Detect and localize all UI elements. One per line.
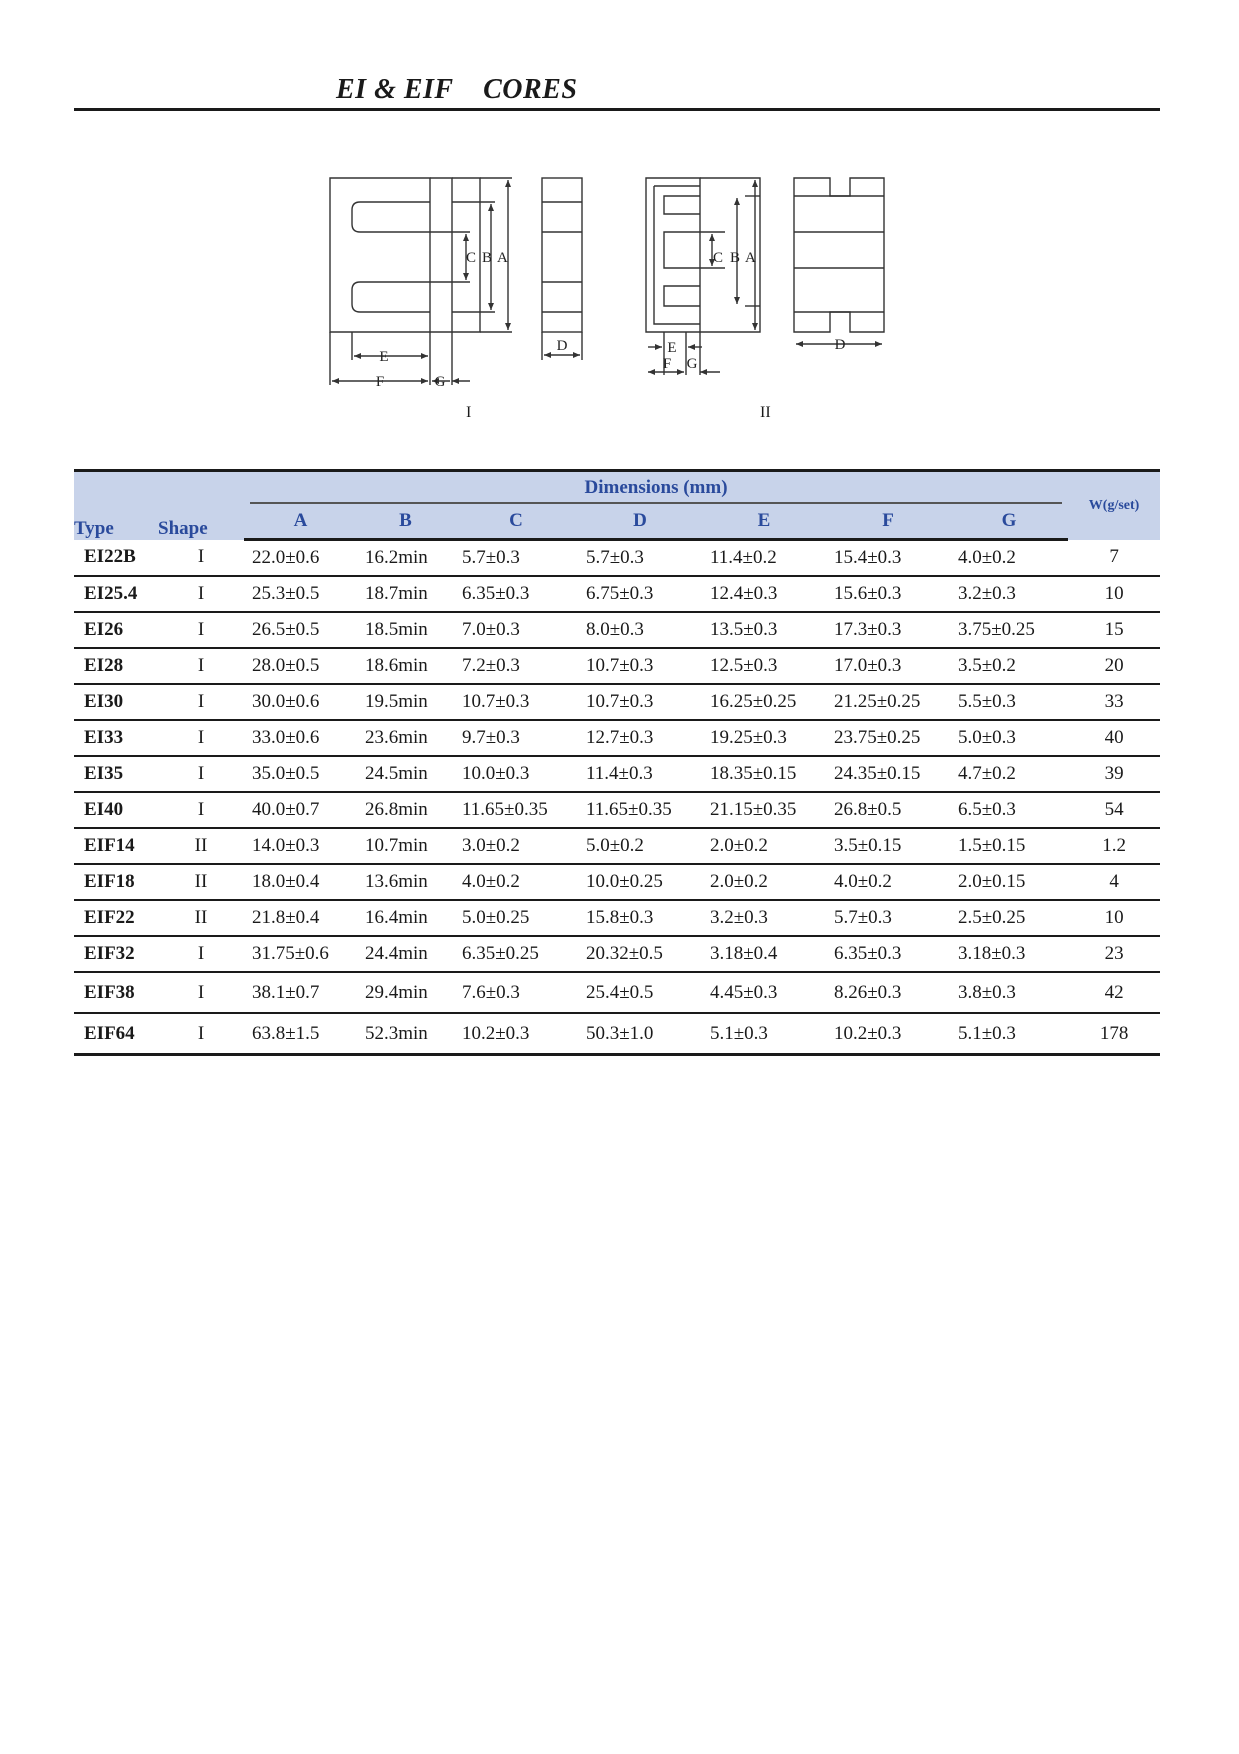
cell-w: 1.2: [1068, 828, 1160, 864]
cell-a: 28.0±0.5: [244, 648, 357, 684]
cell-c: 7.2±0.3: [454, 648, 578, 684]
cell-w: 23: [1068, 936, 1160, 972]
cell-e: 11.4±0.2: [702, 540, 826, 577]
header-col-f: F: [826, 504, 950, 540]
cell-f: 3.5±0.15: [826, 828, 950, 864]
fig2-label-f: F: [662, 356, 672, 372]
cell-e: 4.45±0.3: [702, 972, 826, 1013]
cell-e: 2.0±0.2: [702, 864, 826, 900]
cell-shape: II: [158, 864, 244, 900]
header-col-c: C: [454, 504, 578, 540]
cell-a: 21.8±0.4: [244, 900, 357, 936]
cell-f: 8.26±0.3: [826, 972, 950, 1013]
figure-1-side-view: [542, 178, 582, 360]
cell-shape: I: [158, 1013, 244, 1055]
cell-a: 14.0±0.3: [244, 828, 357, 864]
page-title: EI & EIF CORES: [336, 74, 578, 105]
cell-d: 5.7±0.3: [578, 540, 702, 577]
cell-type: EI25.4: [74, 576, 158, 612]
cell-f: 5.7±0.3: [826, 900, 950, 936]
header-weight: W(g/set): [1068, 471, 1160, 540]
table-row: [74, 792, 1160, 828]
table-row: [74, 936, 1160, 972]
header-dimensions-rule: [250, 502, 1062, 504]
cell-w: 33: [1068, 684, 1160, 720]
cell-b: 16.2min: [357, 540, 454, 577]
cell-shape: I: [158, 540, 244, 577]
fig2-label-c: C: [713, 250, 724, 266]
cell-b: 19.5min: [357, 684, 454, 720]
cell-type: EIF22: [74, 900, 158, 936]
cell-f: 15.6±0.3: [826, 576, 950, 612]
cell-d: 20.32±0.5: [578, 936, 702, 972]
cell-c: 10.2±0.3: [454, 1013, 578, 1055]
table-row: [74, 612, 1160, 648]
cell-g: 2.5±0.25: [950, 900, 1068, 936]
header-dimensions: [244, 471, 1068, 505]
cell-e: 2.0±0.2: [702, 828, 826, 864]
cell-e: 3.2±0.3: [702, 900, 826, 936]
cell-c: 6.35±0.3: [454, 576, 578, 612]
cell-type: EIF64: [74, 1013, 158, 1055]
cell-e: 21.15±0.35: [702, 792, 826, 828]
fig2-label-d: D: [834, 337, 846, 353]
fig2-label-b: B: [730, 250, 741, 266]
cell-type: EI35: [74, 756, 158, 792]
cell-d: 8.0±0.3: [578, 612, 702, 648]
fig2-label-e: E: [667, 340, 677, 356]
cell-b: 10.7min: [357, 828, 454, 864]
cell-c: 7.6±0.3: [454, 972, 578, 1013]
cell-b: 24.4min: [357, 936, 454, 972]
cell-type: EIF32: [74, 936, 158, 972]
cell-d: 5.0±0.2: [578, 828, 702, 864]
table-row: [74, 648, 1160, 684]
figure-2-side-view: [794, 178, 884, 344]
cell-w: 10: [1068, 576, 1160, 612]
cell-d: 10.7±0.3: [578, 684, 702, 720]
cell-d: 15.8±0.3: [578, 900, 702, 936]
header-col-e: E: [702, 504, 826, 540]
cell-type: EI26: [74, 612, 158, 648]
cell-e: 3.18±0.4: [702, 936, 826, 972]
cell-g: 4.0±0.2: [950, 540, 1068, 577]
cell-c: 6.35±0.25: [454, 936, 578, 972]
cell-c: 5.0±0.25: [454, 900, 578, 936]
cell-f: 26.8±0.5: [826, 792, 950, 828]
cell-a: 30.0±0.6: [244, 684, 357, 720]
table-row: [74, 720, 1160, 756]
cell-e: 18.35±0.15: [702, 756, 826, 792]
cell-type: EIF14: [74, 828, 158, 864]
cell-a: 33.0±0.6: [244, 720, 357, 756]
cell-c: 10.0±0.3: [454, 756, 578, 792]
cell-e: 5.1±0.3: [702, 1013, 826, 1055]
table-row: [74, 1013, 1160, 1055]
cell-w: 15: [1068, 612, 1160, 648]
cell-a: 26.5±0.5: [244, 612, 357, 648]
figure-2-caption: II: [760, 404, 771, 421]
cell-w: 20: [1068, 648, 1160, 684]
cell-e: 13.5±0.3: [702, 612, 826, 648]
cell-shape: I: [158, 756, 244, 792]
table-row: [74, 540, 1160, 577]
cell-type: EIF38: [74, 972, 158, 1013]
cell-b: 16.4min: [357, 900, 454, 936]
cell-c: 11.65±0.35: [454, 792, 578, 828]
cell-d: 11.65±0.35: [578, 792, 702, 828]
table-row: [74, 684, 1160, 720]
header-shape: Shape: [158, 471, 244, 540]
cell-c: 4.0±0.2: [454, 864, 578, 900]
cell-shape: I: [158, 792, 244, 828]
core-drawings: [0, 0, 1239, 440]
cell-w: 42: [1068, 972, 1160, 1013]
cell-w: 40: [1068, 720, 1160, 756]
cell-shape: I: [158, 576, 244, 612]
cell-type: EI28: [74, 648, 158, 684]
fig1-label-c: C: [466, 250, 477, 266]
cell-g: 3.75±0.25: [950, 612, 1068, 648]
figure-1-caption: I: [466, 404, 472, 421]
fig1-label-d: D: [556, 338, 568, 354]
cell-e: 12.4±0.3: [702, 576, 826, 612]
table-row: [74, 756, 1160, 792]
cell-c: 5.7±0.3: [454, 540, 578, 577]
cell-shape: I: [158, 648, 244, 684]
cell-g: 5.1±0.3: [950, 1013, 1068, 1055]
cell-w: 7: [1068, 540, 1160, 577]
cell-c: 9.7±0.3: [454, 720, 578, 756]
cell-shape: II: [158, 828, 244, 864]
cell-a: 22.0±0.6: [244, 540, 357, 577]
cell-a: 31.75±0.6: [244, 936, 357, 972]
table-row: [74, 576, 1160, 612]
cell-type: EI22B: [74, 540, 158, 577]
cell-e: 16.25±0.25: [702, 684, 826, 720]
header-col-b: B: [357, 504, 454, 540]
cell-shape: I: [158, 972, 244, 1013]
cell-f: 21.25±0.25: [826, 684, 950, 720]
cell-type: EI33: [74, 720, 158, 756]
cell-a: 40.0±0.7: [244, 792, 357, 828]
fig2-label-g: G: [686, 356, 698, 372]
cell-f: 24.35±0.15: [826, 756, 950, 792]
cell-type: EI30: [74, 684, 158, 720]
cell-d: 10.7±0.3: [578, 648, 702, 684]
cell-c: 10.7±0.3: [454, 684, 578, 720]
cell-w: 54: [1068, 792, 1160, 828]
fig1-label-g: G: [434, 374, 446, 390]
cell-w: 10: [1068, 900, 1160, 936]
cell-b: 13.6min: [357, 864, 454, 900]
cell-b: 26.8min: [357, 792, 454, 828]
header-type: Type: [74, 471, 158, 540]
cell-g: 3.18±0.3: [950, 936, 1068, 972]
cell-shape: I: [158, 612, 244, 648]
cell-f: 6.35±0.3: [826, 936, 950, 972]
cell-b: 18.6min: [357, 648, 454, 684]
table-row: [74, 900, 1160, 936]
table-row: [74, 972, 1160, 1013]
cell-a: 38.1±0.7: [244, 972, 357, 1013]
figure-2-front-view: [646, 178, 760, 375]
cell-b: 24.5min: [357, 756, 454, 792]
cell-g: 3.8±0.3: [950, 972, 1068, 1013]
cell-c: 7.0±0.3: [454, 612, 578, 648]
header-dimensions-label: Dimensions (mm): [584, 477, 728, 498]
header-col-d: D: [578, 504, 702, 540]
fig1-label-e: E: [379, 349, 389, 365]
cell-b: 18.7min: [357, 576, 454, 612]
cell-f: 15.4±0.3: [826, 540, 950, 577]
cell-f: 23.75±0.25: [826, 720, 950, 756]
cell-a: 35.0±0.5: [244, 756, 357, 792]
cell-a: 63.8±1.5: [244, 1013, 357, 1055]
header-col-a: A: [244, 504, 357, 540]
cell-e: 12.5±0.3: [702, 648, 826, 684]
fig1-label-a: A: [497, 250, 508, 266]
cell-c: 3.0±0.2: [454, 828, 578, 864]
cell-e: 19.25±0.3: [702, 720, 826, 756]
header-col-g: G: [950, 504, 1068, 540]
cell-f: 4.0±0.2: [826, 864, 950, 900]
cell-type: EIF18: [74, 864, 158, 900]
table-row: [74, 864, 1160, 900]
cell-b: 18.5min: [357, 612, 454, 648]
table-row: [74, 828, 1160, 864]
cell-w: 4: [1068, 864, 1160, 900]
cell-shape: I: [158, 936, 244, 972]
figure-1-front-view: [330, 178, 512, 385]
cell-a: 25.3±0.5: [244, 576, 357, 612]
cell-f: 17.0±0.3: [826, 648, 950, 684]
cell-d: 12.7±0.3: [578, 720, 702, 756]
fig1-label-b: B: [482, 250, 493, 266]
cell-w: 178: [1068, 1013, 1160, 1055]
cell-d: 10.0±0.25: [578, 864, 702, 900]
cell-d: 6.75±0.3: [578, 576, 702, 612]
cell-g: 2.0±0.15: [950, 864, 1068, 900]
cell-type: EI40: [74, 792, 158, 828]
cell-g: 3.2±0.3: [950, 576, 1068, 612]
cell-f: 10.2±0.3: [826, 1013, 950, 1055]
cell-d: 25.4±0.5: [578, 972, 702, 1013]
cell-w: 39: [1068, 756, 1160, 792]
fig1-label-f: F: [375, 374, 385, 390]
cell-b: 52.3min: [357, 1013, 454, 1055]
cell-g: 4.7±0.2: [950, 756, 1068, 792]
cell-f: 17.3±0.3: [826, 612, 950, 648]
cell-shape: II: [158, 900, 244, 936]
cell-d: 11.4±0.3: [578, 756, 702, 792]
cell-g: 3.5±0.2: [950, 648, 1068, 684]
dimensions-table: [74, 469, 1160, 1056]
cell-a: 18.0±0.4: [244, 864, 357, 900]
fig2-label-a: A: [745, 250, 756, 266]
cell-shape: I: [158, 684, 244, 720]
cell-d: 50.3±1.0: [578, 1013, 702, 1055]
cell-g: 5.0±0.3: [950, 720, 1068, 756]
table-body: [74, 540, 1160, 1055]
cell-b: 29.4min: [357, 972, 454, 1013]
cell-g: 6.5±0.3: [950, 792, 1068, 828]
cell-b: 23.6min: [357, 720, 454, 756]
cell-shape: I: [158, 720, 244, 756]
cell-g: 5.5±0.3: [950, 684, 1068, 720]
cell-g: 1.5±0.15: [950, 828, 1068, 864]
